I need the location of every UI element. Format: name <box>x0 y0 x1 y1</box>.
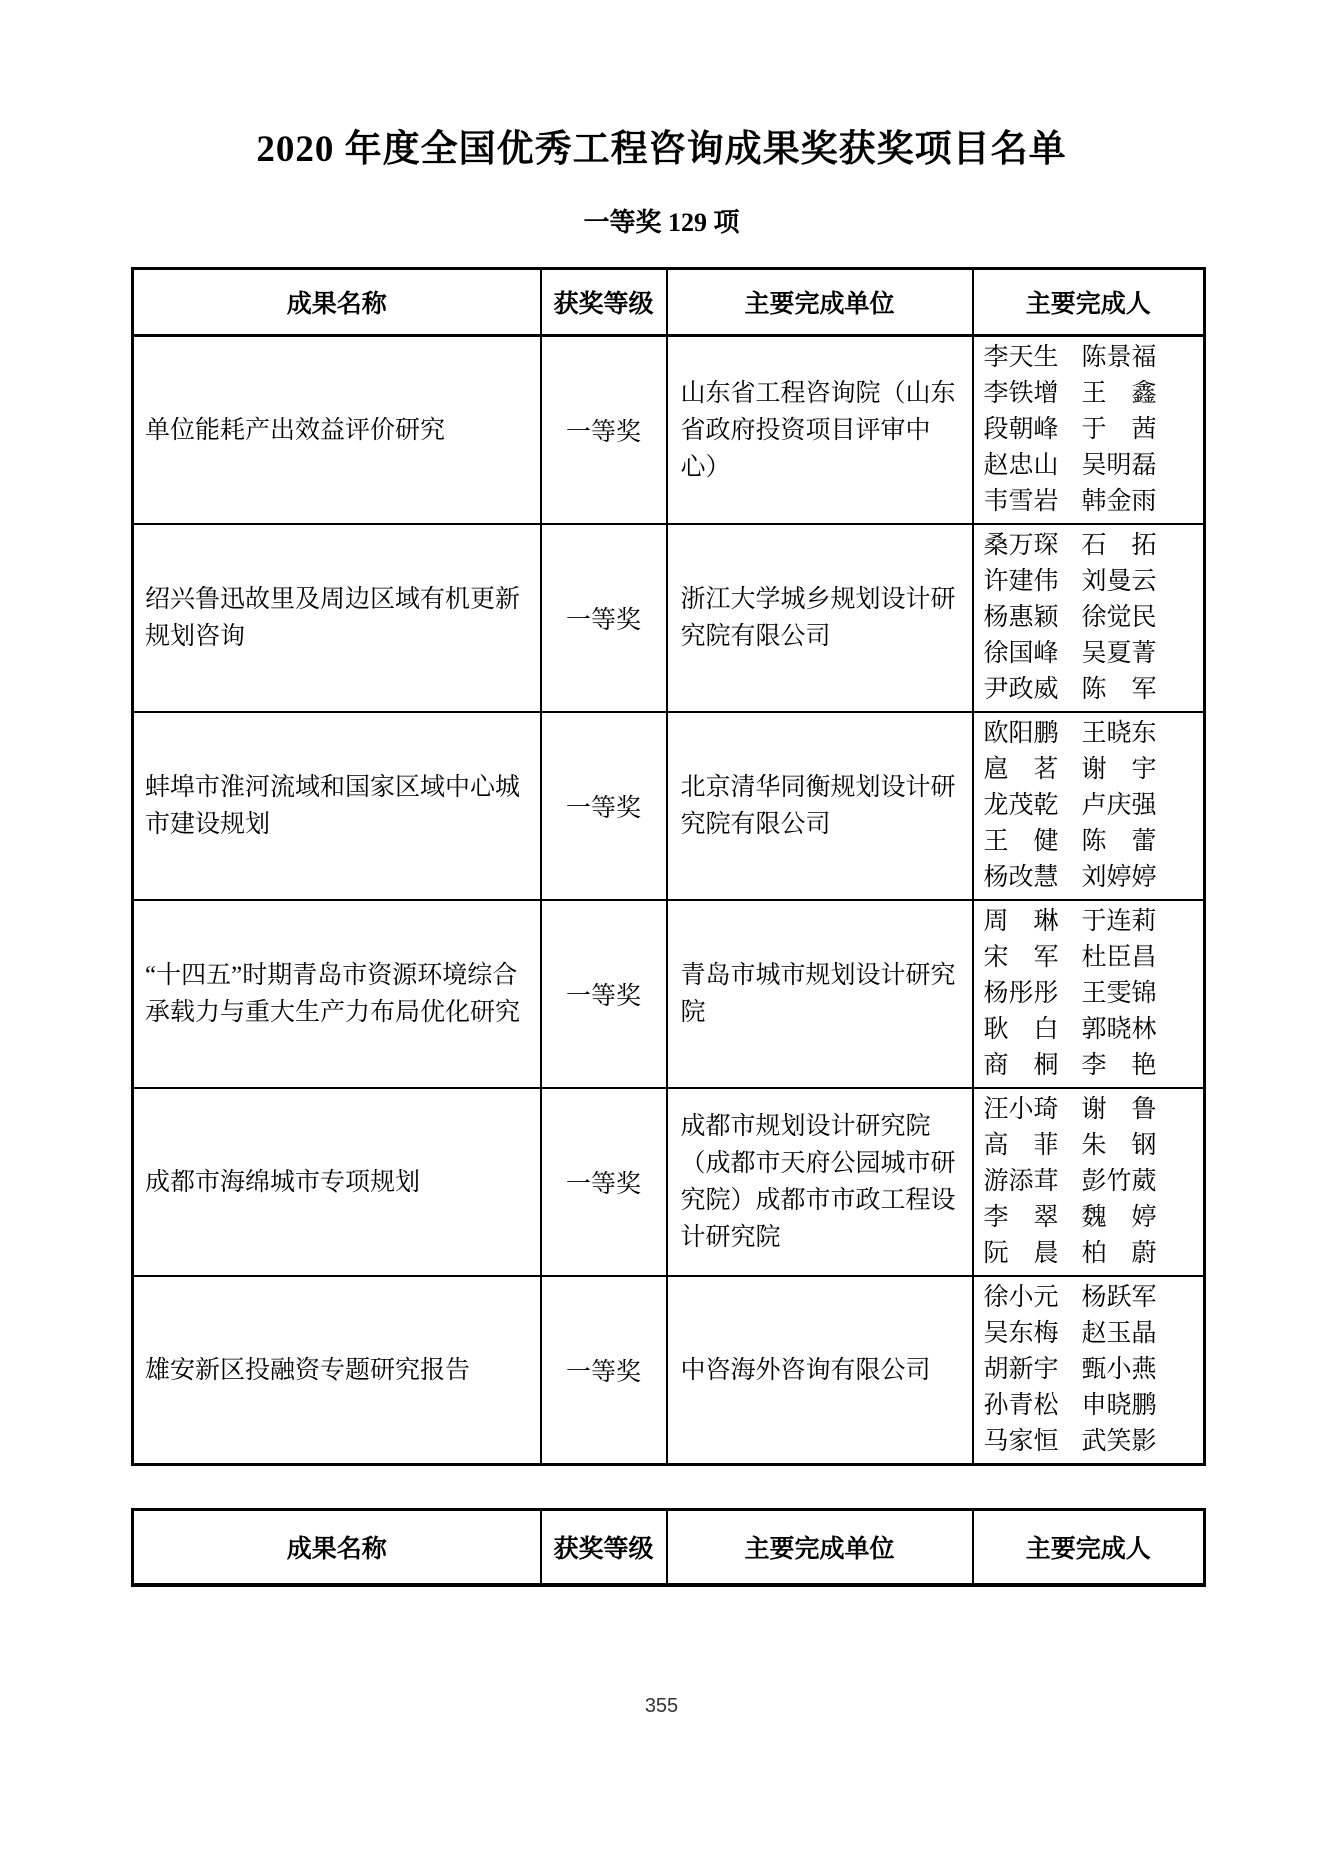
person-name: 韦雪岩 <box>983 488 1059 515</box>
table-row <box>133 1276 1205 1465</box>
contributor-line <box>984 1424 1200 1460</box>
person-name: 谢 鲁 <box>1081 1096 1157 1123</box>
table-row <box>133 336 1205 525</box>
person-name: 王雯锦 <box>1081 980 1157 1007</box>
result-name: “十四五”时期青岛市资源环境综合承载力与重大生产力布局优化研究 <box>133 900 541 1088</box>
result-name: 雄安新区投融资专题研究报告 <box>133 1276 541 1465</box>
header-main-unit: 主要完成单位 <box>667 1510 973 1586</box>
person-name: 李天生 <box>983 344 1059 371</box>
person-name: 杨彤彤 <box>983 980 1059 1007</box>
main-contributors <box>973 1088 1205 1276</box>
person-name: 高 菲 <box>983 1132 1059 1159</box>
contributor-line <box>984 564 1200 600</box>
person-name: 杨跃军 <box>1081 1284 1157 1311</box>
contributor-line <box>984 1236 1200 1272</box>
person-name: 柏 蔚 <box>1081 1240 1157 1267</box>
contributor-line <box>984 716 1200 752</box>
result-name: 单位能耗产出效益评价研究 <box>133 336 541 525</box>
person-name: 杨改慧 <box>983 864 1059 891</box>
contributor-line <box>984 788 1200 824</box>
person-name: 杜臣昌 <box>1081 944 1157 971</box>
person-name: 卢庆强 <box>1081 792 1157 819</box>
contributor-line <box>984 600 1200 636</box>
person-name: 徐国峰 <box>983 640 1059 667</box>
main-contributors <box>973 336 1205 525</box>
main-unit: 浙江大学城乡规划设计研究院有限公司 <box>667 524 973 712</box>
person-name: 汪小琦 <box>983 1096 1059 1123</box>
main-unit: 山东省工程咨询院（山东省政府投资项目评审中心） <box>667 336 973 525</box>
main-unit: 青岛市城市规划设计研究院 <box>667 900 973 1088</box>
contributor-line <box>984 1352 1200 1388</box>
contributor-line <box>984 824 1200 860</box>
contributor-line <box>984 1280 1200 1316</box>
result-name: 成都市海绵城市专项规划 <box>133 1088 541 1276</box>
contributor-line <box>984 752 1200 788</box>
person-name: 阮 晨 <box>983 1240 1059 1267</box>
contributor-line <box>984 340 1200 376</box>
person-name: 李铁增 <box>983 380 1059 407</box>
contributor-line <box>984 448 1200 484</box>
contributor-line <box>984 976 1200 1012</box>
table-row <box>133 524 1205 712</box>
person-name: 石 拓 <box>1081 532 1157 559</box>
person-name: 徐觉民 <box>1081 604 1157 631</box>
person-name: 龙茂乾 <box>983 792 1059 819</box>
award-level: 一等奖 <box>541 1088 667 1276</box>
person-name: 陈景福 <box>1081 344 1157 371</box>
result-name: 绍兴鲁迅故里及周边区域有机更新规划咨询 <box>133 524 541 712</box>
contributor-line <box>984 1388 1200 1424</box>
main-unit: 北京清华同衡规划设计研究院有限公司 <box>667 712 973 900</box>
table-row <box>133 1088 1205 1276</box>
header-award-level: 获奖等级 <box>541 1510 667 1586</box>
person-name: 欧阳鹏 <box>983 720 1059 747</box>
person-name: 陈 蕾 <box>1081 828 1157 855</box>
section-subtitle: 一等奖 129 项 <box>583 208 740 237</box>
contributor-line <box>984 1316 1200 1352</box>
person-name: 桑万琛 <box>983 532 1059 559</box>
award-level: 一等奖 <box>541 900 667 1088</box>
main-contributors <box>973 900 1205 1088</box>
table-row <box>133 712 1205 900</box>
person-name: 于 茜 <box>1081 416 1157 443</box>
contributor-line <box>984 860 1200 896</box>
contributor-line <box>984 412 1200 448</box>
contributor-line <box>984 1012 1200 1048</box>
person-name: 马家恒 <box>983 1428 1059 1455</box>
contributor-line <box>984 904 1200 940</box>
header-main-unit: 主要完成单位 <box>667 269 973 336</box>
main-unit: 成都市规划设计研究院（成都市天府公园城市研究院）成都市市政工程设计研究院 <box>667 1088 973 1276</box>
person-name: 魏 婷 <box>1081 1204 1157 1231</box>
person-name: 甄小燕 <box>1081 1356 1157 1383</box>
contributor-line <box>984 376 1200 412</box>
contributor-line <box>984 940 1200 976</box>
person-name: 郭晓林 <box>1081 1016 1157 1043</box>
person-name: 朱 钢 <box>1081 1132 1157 1159</box>
person-name: 许建伟 <box>983 568 1059 595</box>
person-name: 胡新宇 <box>983 1356 1059 1383</box>
person-name: 杨惠颖 <box>983 604 1059 631</box>
person-name: 扈 茗 <box>983 756 1059 783</box>
person-name: 孙青松 <box>983 1392 1059 1419</box>
contributor-line <box>984 1092 1200 1128</box>
person-name: 周 琳 <box>983 908 1059 935</box>
person-name: 王晓东 <box>1081 720 1157 747</box>
person-name: 吴东梅 <box>983 1320 1059 1347</box>
contributor-line <box>984 1128 1200 1164</box>
main-contributors <box>973 712 1205 900</box>
person-name: 吴夏菁 <box>1081 640 1157 667</box>
person-name: 申晓鹏 <box>1081 1392 1157 1419</box>
result-name: 蚌埠市淮河流域和国家区域中心城市建设规划 <box>133 712 541 900</box>
person-name: 赵忠山 <box>983 452 1059 479</box>
person-name: 尹政威 <box>983 676 1059 703</box>
table-row <box>133 900 1205 1088</box>
person-name: 徐小元 <box>983 1284 1059 1311</box>
person-name: 刘曼云 <box>1081 568 1157 595</box>
page-title: 2020 年度全国优秀工程咨询成果奖获奖项目名单 <box>256 129 1067 170</box>
page-number: 355 <box>644 1695 679 1717</box>
header-result-name: 成果名称 <box>133 1510 541 1586</box>
contributor-line <box>984 528 1200 564</box>
person-name: 李 艳 <box>1081 1052 1157 1079</box>
person-name: 商 桐 <box>983 1052 1059 1079</box>
person-name: 宋 军 <box>983 944 1059 971</box>
person-name: 游添茸 <box>983 1168 1059 1195</box>
person-name: 耿 白 <box>983 1016 1059 1043</box>
award-level: 一等奖 <box>541 1276 667 1465</box>
header-result-name: 成果名称 <box>133 269 541 336</box>
contributor-line <box>984 1200 1200 1236</box>
person-name: 李 翠 <box>983 1204 1059 1231</box>
person-name: 彭竹葳 <box>1081 1168 1157 1195</box>
contributor-line <box>984 1164 1200 1200</box>
person-name: 韩金雨 <box>1081 488 1157 515</box>
person-name: 陈 军 <box>1081 676 1157 703</box>
contributor-line <box>984 672 1200 708</box>
main-contributors <box>973 1276 1205 1465</box>
header-main-contributors: 主要完成人 <box>973 269 1205 336</box>
contributor-line <box>984 636 1200 672</box>
person-name: 王 鑫 <box>1081 380 1157 407</box>
awards-table <box>131 267 1206 1466</box>
person-name: 武笑影 <box>1081 1428 1157 1455</box>
table-header-row <box>133 269 1205 336</box>
contributor-line <box>984 484 1200 520</box>
contributor-line <box>984 1048 1200 1084</box>
person-name: 赵玉晶 <box>1081 1320 1157 1347</box>
main-contributors <box>973 524 1205 712</box>
person-name: 谢 宇 <box>1081 756 1157 783</box>
header-award-level: 获奖等级 <box>541 269 667 336</box>
header-main-contributors: 主要完成人 <box>973 1510 1205 1586</box>
person-name: 吴明磊 <box>1081 452 1157 479</box>
next-page-table-header <box>131 1508 1206 1587</box>
person-name: 刘婷婷 <box>1081 864 1157 891</box>
person-name: 段朝峰 <box>983 416 1059 443</box>
main-unit: 中咨海外咨询有限公司 <box>667 1276 973 1465</box>
person-name: 王 健 <box>983 828 1059 855</box>
person-name: 于连莉 <box>1081 908 1157 935</box>
award-level: 一等奖 <box>541 336 667 525</box>
award-level: 一等奖 <box>541 524 667 712</box>
award-level: 一等奖 <box>541 712 667 900</box>
table-header-row <box>133 1510 1205 1586</box>
